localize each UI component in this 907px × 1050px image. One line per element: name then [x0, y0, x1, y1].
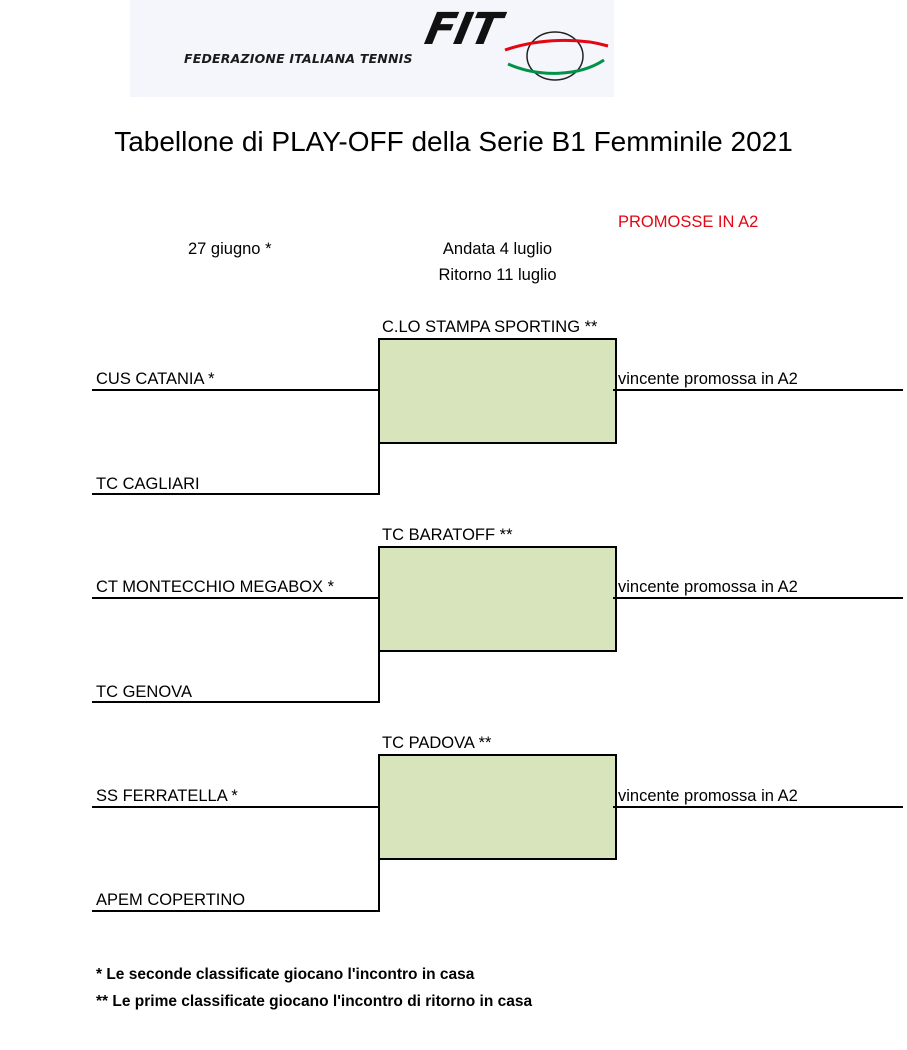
result-label: vincente promossa in A2 — [618, 370, 798, 388]
bracket-line — [613, 389, 903, 391]
bracket-line — [92, 597, 380, 599]
result-label: vincente promossa in A2 — [618, 787, 798, 805]
bracket-line — [92, 389, 380, 391]
round2-second-leg-date: Ritorno 11 luglio — [438, 266, 557, 284]
bracket-line — [92, 806, 380, 808]
fit-logo — [130, 0, 614, 97]
logo-mark: FIT — [420, 4, 505, 55]
bracket-line — [92, 493, 380, 495]
bracket-line — [378, 389, 380, 495]
footnote-double-star: ** Le prime classificate giocano l'incontro di ritorno in casa — [96, 993, 533, 1010]
home-team: CT MONTECCHIO MEGABOX * — [96, 578, 335, 596]
seed-team: C.LO STAMPA SPORTING ** — [382, 318, 598, 336]
logo-federation-name: FEDERAZIONE ITALIANA TENNIS — [184, 51, 413, 66]
match-box — [378, 546, 617, 652]
tennis-ball-swoosh-icon — [500, 20, 610, 90]
bracket-line — [613, 806, 903, 808]
away-team: TC GENOVA — [96, 683, 192, 701]
bracket-line — [378, 806, 380, 912]
seed-team: TC PADOVA ** — [382, 734, 492, 752]
home-team: CUS CATANIA * — [96, 370, 215, 388]
footnote-single-star: * Le seconde classificate giocano l'incontro in casa — [96, 966, 475, 983]
bracket-line — [92, 701, 380, 703]
away-team: APEM COPERTINO — [96, 891, 246, 909]
bracket-line — [613, 597, 903, 599]
home-team: SS FERRATELLA * — [96, 787, 238, 805]
bracket-line — [378, 597, 380, 703]
result-label: vincente promossa in A2 — [618, 578, 798, 596]
seed-team: TC BARATOFF ** — [382, 526, 513, 544]
match-box — [378, 338, 617, 444]
round2-first-leg-date: Andata 4 luglio — [442, 240, 553, 258]
bracket-line — [92, 910, 380, 912]
away-team: TC CAGLIARI — [96, 475, 200, 493]
round1-date: 27 giugno * — [188, 240, 272, 258]
match-box — [378, 754, 617, 860]
promoted-header: PROMOSSE IN A2 — [618, 213, 759, 231]
page-title: Tabellone di PLAY-OFF della Serie B1 Femminile 2021 — [114, 126, 793, 157]
